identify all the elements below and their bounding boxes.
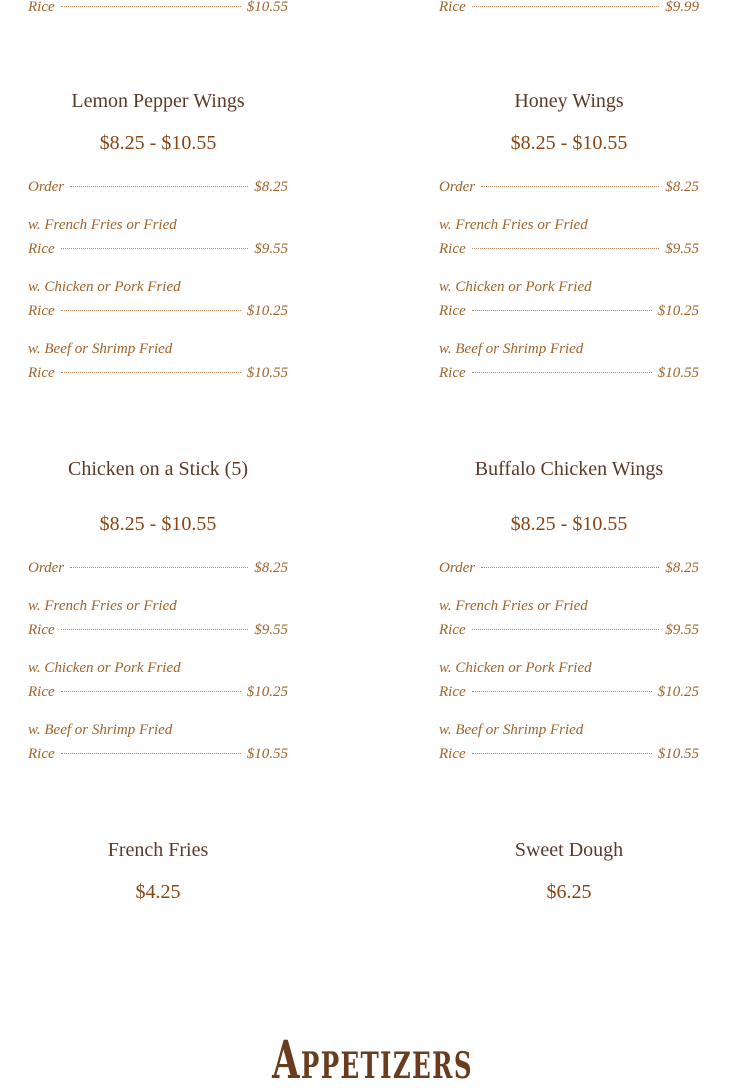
price-option: [439, 175, 699, 199]
leader-dots: [472, 310, 652, 311]
price-option: [28, 175, 288, 199]
option-label-line1: w. French Fries or Fried: [439, 598, 588, 614]
option-label: Rice: [439, 0, 466, 15]
option-label: Rice: [439, 684, 466, 700]
price-option: [439, 718, 699, 766]
item-price-range: $8.25 - $10.55: [99, 132, 217, 154]
price-option: [28, 213, 288, 261]
option-label: Rice: [439, 622, 466, 638]
option-price: $8.25: [254, 179, 288, 195]
price-option: [28, 556, 288, 580]
leader-dots: [472, 691, 652, 692]
item-title: Chicken on a Stick (5): [68, 458, 248, 480]
option-label: Rice: [439, 241, 466, 257]
price-option: [439, 656, 699, 704]
option-label-line1: w. Beef or Shrimp Fried: [28, 722, 173, 738]
price-option: [439, 275, 699, 323]
option-label: Order: [28, 179, 65, 195]
leader-dots: [70, 186, 248, 187]
option-price: $10.25: [657, 684, 699, 700]
option-label-line1: w. Chicken or Pork Fried: [439, 279, 592, 295]
option-label: Rice: [439, 746, 466, 762]
leader-dots: [61, 372, 241, 373]
option-label: Rice: [28, 746, 55, 762]
option-label-line1: w. French Fries or Fried: [28, 217, 177, 233]
item-title: Honey Wings: [514, 90, 624, 112]
option-label: Rice: [28, 365, 55, 381]
top-fragment-left: [28, 0, 288, 19]
leader-dots: [481, 186, 659, 187]
option-price: $10.55: [246, 365, 288, 381]
option-price: $9.99: [665, 0, 699, 15]
option-price: $10.55: [657, 746, 699, 762]
leader-dots: [61, 6, 241, 7]
option-price: $10.25: [657, 303, 699, 319]
option-label: Rice: [28, 0, 55, 15]
option-label: Rice: [28, 684, 55, 700]
leader-dots: [61, 629, 249, 630]
option-label: Rice: [439, 303, 466, 319]
option-label: Order: [439, 179, 476, 195]
price-option: [28, 275, 288, 323]
option-price: $9.55: [254, 241, 288, 257]
price-option: [439, 594, 699, 642]
option-label: Order: [439, 560, 476, 576]
option-label-line1: w. Chicken or Pork Fried: [28, 279, 181, 295]
leader-dots: [61, 248, 249, 249]
leader-dots: [61, 310, 241, 311]
item-price-range: $8.25 - $10.55: [510, 132, 628, 154]
option-price: $9.55: [665, 622, 699, 638]
option-label-line1: w. Beef or Shrimp Fried: [439, 722, 584, 738]
option-label-line1: w. Chicken or Pork Fried: [28, 660, 181, 676]
option-label: Order: [28, 560, 65, 576]
price-option: [28, 718, 288, 766]
option-price: $10.55: [246, 746, 288, 762]
option-price: $8.25: [665, 179, 699, 195]
option-label: Rice: [28, 241, 55, 257]
option-label-line1: w. Chicken or Pork Fried: [439, 660, 592, 676]
leader-dots: [472, 248, 660, 249]
leader-dots: [481, 567, 659, 568]
price-option: [28, 594, 288, 642]
item-title: Buffalo Chicken Wings: [474, 458, 664, 480]
option-price: $8.25: [254, 560, 288, 576]
option-label-line1: w. Beef or Shrimp Fried: [28, 341, 173, 357]
item-title: Sweet Dough: [514, 839, 624, 861]
item-title: Lemon Pepper Wings: [71, 90, 245, 112]
leader-dots: [70, 567, 248, 568]
leader-dots: [472, 753, 652, 754]
option-price: $10.55: [246, 0, 288, 15]
option-price: $10.25: [246, 684, 288, 700]
option-price: $9.55: [254, 622, 288, 638]
price-option: [28, 337, 288, 385]
leader-dots: [472, 629, 660, 630]
option-label-line1: w. French Fries or Fried: [439, 217, 588, 233]
price-option: [439, 213, 699, 261]
leader-dots: [472, 6, 660, 7]
section-heading: Appetizers: [272, 1030, 473, 1091]
leader-dots: [61, 753, 241, 754]
item-price-range: $4.25: [135, 881, 181, 903]
item-title: French Fries: [107, 839, 209, 861]
leader-dots: [472, 372, 652, 373]
option-label-line1: w. French Fries or Fried: [28, 598, 177, 614]
item-price-range: $8.25 - $10.55: [510, 513, 628, 535]
item-price-range: $8.25 - $10.55: [99, 513, 217, 535]
price-option: [439, 337, 699, 385]
price-option: [439, 556, 699, 580]
option-price: $10.55: [657, 365, 699, 381]
option-price: $10.25: [246, 303, 288, 319]
option-label: Rice: [28, 303, 55, 319]
price-option: [28, 656, 288, 704]
option-label-line1: w. Beef or Shrimp Fried: [439, 341, 584, 357]
option-price: $8.25: [665, 560, 699, 576]
option-label: Rice: [28, 622, 55, 638]
top-fragment-right: [439, 0, 699, 19]
option-label: Rice: [439, 365, 466, 381]
option-price: $9.55: [665, 241, 699, 257]
leader-dots: [61, 691, 241, 692]
item-price-range: $6.25: [546, 881, 592, 903]
